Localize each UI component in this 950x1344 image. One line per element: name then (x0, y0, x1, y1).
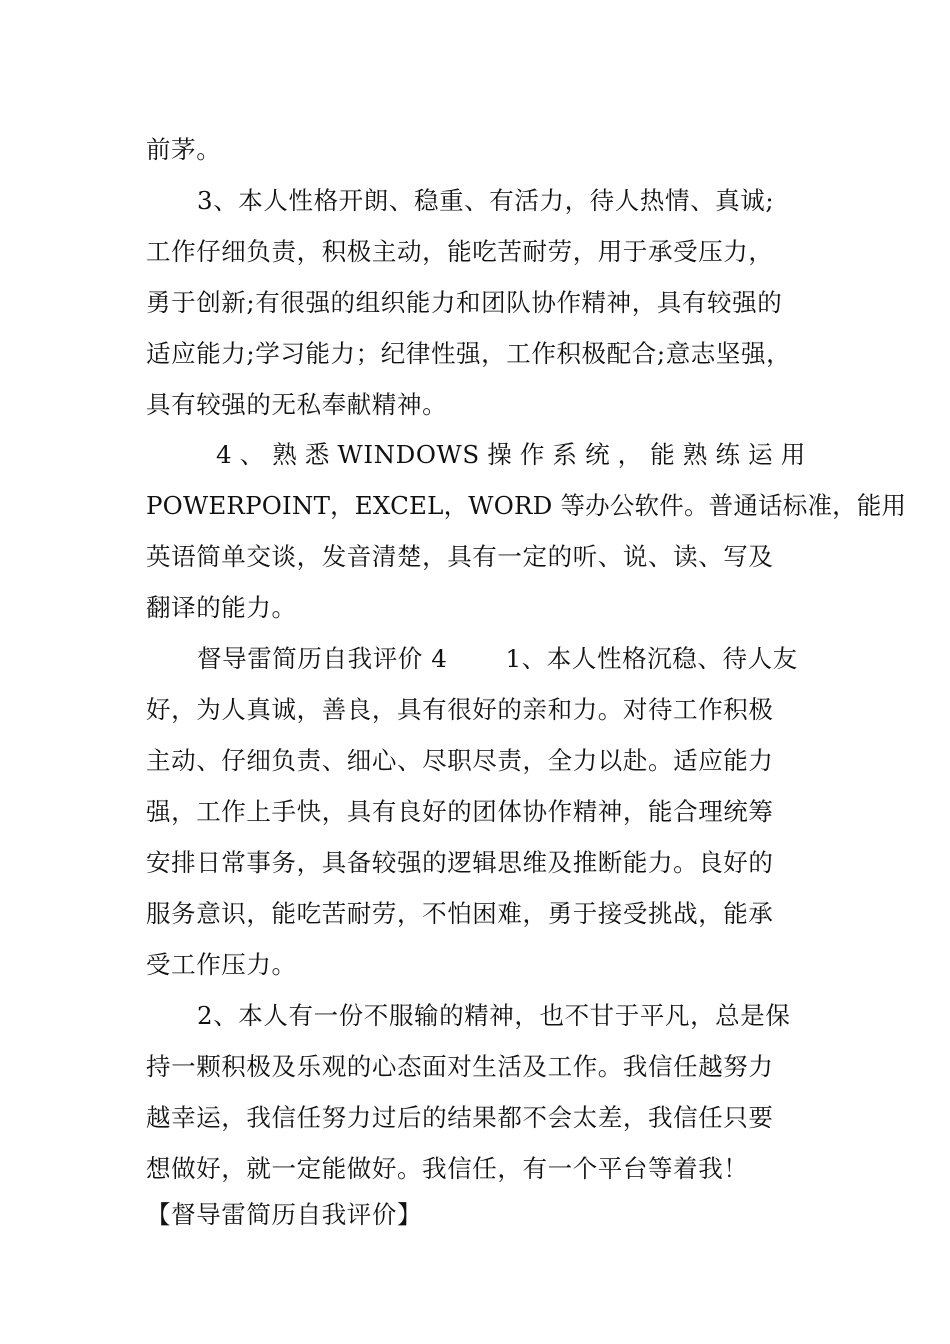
text-line: POWERPOINT，EXCEL，WORD 等办公软件。普通话标准，能用 (146, 491, 907, 520)
text-line: 英语简单交谈，发音清楚，具有一定的听、说、读、写及 (146, 542, 774, 571)
text-fragment: 用 (780, 440, 806, 469)
text-fragment: 操 (487, 440, 513, 469)
text-line: 翻译的能力。 (146, 593, 297, 622)
text-fragment: 熟 (682, 440, 708, 469)
text-line: 3、本人性格开朗、稳重、有活力，待人热情、真诚; (197, 186, 775, 215)
section-heading: 督导雷简历自我评价 4 (197, 644, 448, 673)
text-fragment: 1、本人性格沉稳、待人友 (505, 644, 798, 673)
text-line: 受工作压力。 (146, 950, 297, 979)
text-line: 勇于创新;有很强的组织能力和团队协作精神，具有较强的 (146, 288, 783, 317)
text-line: 强，工作上手快，具有良好的团体协作精神，能合理统筹 (146, 797, 774, 826)
text-line: 工作仔细负责，积极主动，能吃苦耐劳，用于承受压力， (146, 237, 774, 266)
section-heading-line (197, 644, 807, 674)
text-line: 服务意识，能吃苦耐劳，不怕困难，勇于接受挑战，能承 (146, 899, 774, 928)
text-fragment: 统 (585, 440, 611, 469)
text-fragment: 4 (216, 440, 233, 469)
text-line: 前茅。 (146, 135, 222, 164)
text-fragment: 熟 (272, 440, 298, 469)
spread-text-line (216, 440, 806, 470)
text-line: 主动、仔细负责、细心、尽职尽责，全力以赴。适应能力 (146, 746, 774, 775)
text-line: 适应能力;学习能力；纪律性强，工作积极配合;意志坚强， (146, 339, 792, 368)
text-fragment: 练 (715, 440, 741, 469)
text-fragment: 系 (552, 440, 578, 469)
text-fragment: ， (617, 440, 643, 469)
text-fragment: 运 (748, 440, 774, 469)
document-title: 【督导雷简历自我评价】 (146, 1200, 423, 1229)
text-fragment: 悉 (304, 440, 331, 469)
text-line: 安排日常事务，具备较强的逻辑思维及推断能力。良好的 (146, 848, 774, 877)
text-fragment: 、 (239, 440, 265, 469)
text-line: 好，为人真诚，善良，具有很好的亲和力。对待工作积极 (146, 695, 774, 724)
text-line: 持一颗积极及乐观的心态面对生活及工作。我信任越努力 (146, 1052, 774, 1081)
text-fragment: WINDOWS (337, 440, 480, 469)
text-line: 想做好，就一定能做好。我信任，有一个平台等着我！ (146, 1154, 749, 1183)
text-fragment: 作 (519, 440, 545, 469)
text-line: 2、本人有一份不服输的精神，也不甘于平凡，总是保 (197, 1001, 791, 1030)
text-line: 越幸运，我信任努力过后的结果都不会太差，我信任只要 (146, 1103, 774, 1132)
text-line: 具有较强的无私奉献精神。 (146, 390, 448, 419)
text-fragment: 能 (650, 440, 676, 469)
